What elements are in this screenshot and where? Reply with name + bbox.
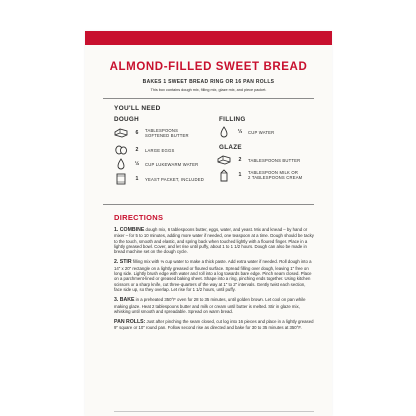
direction-pan-rolls: PAN ROLLS: Just after pinching the seam closed, cut log into 16 pieces and place in a lightly greased 9" square or 10" round pan. Follow second rise as directed and bake for 30 to 35 minutes at 350°F. [114, 319, 314, 331]
ingredients-section [85, 116, 332, 200]
top-color-band [85, 31, 332, 45]
filling-heading: FILLING [219, 116, 246, 123]
yield-line: BAKES 1 SWEET BREAD RING OR 16 PAN ROLLS [142, 79, 275, 85]
glaze-heading: GLAZE [219, 144, 242, 151]
ingredient-row: 2 LARGE EGGS [114, 144, 174, 156]
recipe-title: ALMOND-FILLED SWEET BREAD [109, 61, 308, 73]
ingredient-row: 2 TABLESPOONS BUTTER [217, 154, 300, 166]
eggs-icon [114, 144, 128, 156]
recipe-panel [85, 31, 332, 416]
direction-step-stir: 2. STIR filling mix with ⅓ cup water to make a thick paste. Add extra water if needed. Roll dough into a 14" x 20" rectangle on a lightly greased or floured surface. Spread filling over dough, leaving 1" free on long side. Lightly brush edge with water and roll into a log towards bare edge. Pinch seam closed. Place on a parchment-lined or greased baking sheet. Shape into a ring, pinching ends together. Using kitchen scissors or a sharp knife, cut three-quarters of the way at 1" to 2" intervals. Gently twist each section, face side up, so they overlap. Let rise for 1 1/2 hours, until puffy. [114, 259, 312, 292]
ingredient-row: 1 YEAST PACKET, INCLUDED [114, 173, 204, 185]
butter-stick-icon [114, 127, 128, 139]
youll-need-heading: YOU'LL NEED [114, 105, 161, 112]
direction-step-combine: 1. COMBINE dough mix, 6 tablespoons butter, eggs, water, and yeast. Mix and knead – by hand or mixer – for 5 to 10 minutes, adding more water if needed, one teaspoon at a time. Dough should be tacky to the touch, smooth and elastic, and spring back when touched lightly with a floured finger. Place in a lightly greased bowl. Cover, and let rise until puffy, about 1 to 1 1/2 hours. Dough can also be made in bread machine set on the dough cycle. [114, 227, 314, 255]
ingredient-row: ⅓ CUP WATER [217, 126, 274, 138]
ingredient-row: ½ CUP LUKEWARM WATER [114, 158, 198, 170]
water-drop-icon [217, 126, 231, 138]
divider [103, 98, 314, 99]
divider [103, 204, 314, 205]
directions-heading: DIRECTIONS [114, 213, 164, 222]
direction-step-bake: 3. BAKE in a preheated 350°F oven for 28 to 35 minutes, until golden brown. Let cool on pan while making glaze. Heat 2 tablespoons butter and milk or cream until butter is melted. Stir in glaze mix, whisking until smooth and spreadable. Spread on warm bread. [114, 297, 306, 314]
water-drop-icon [114, 158, 128, 170]
milk-carton-icon [217, 169, 231, 181]
dough-heading: DOUGH [114, 116, 139, 123]
bottom-divider [114, 411, 314, 412]
butter-stick-icon [217, 154, 231, 166]
ingredient-row: 6 TABLESPOONS SOFTENED BUTTER [114, 127, 189, 139]
yeast-packet-icon [114, 173, 128, 185]
ingredient-row: 1 TABLESPOON MILK OR 2 TABLESPOONS CREAM [217, 169, 302, 181]
box-contents-note: This box contains dough mix, filling mix, glaze mix, and piece packet. [150, 88, 267, 92]
